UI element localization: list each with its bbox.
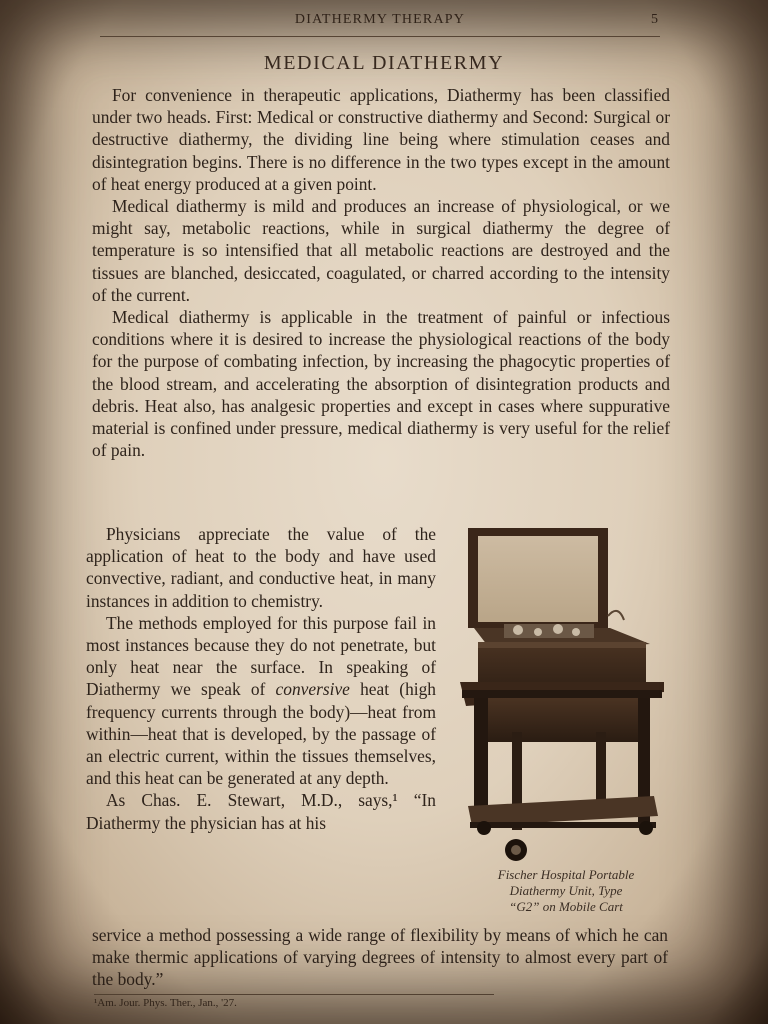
- page-number: 5: [651, 12, 658, 27]
- paragraph-quote-continuation: service a method possessing a wide range of flexibility by means of which he can make thermic applications of varying degrees of intensity to almost every part of the body.”: [92, 925, 668, 990]
- paragraph-stewart-quote: As Chas. E. Stewart, M.D., says,¹ “In Diathermy the physician has at his: [86, 790, 436, 833]
- caption-line-3: “G2” on Mobile Cart: [509, 899, 623, 914]
- methods-text-a: The methods employed for this purpose fail in most instances because they do not penetrate, but only heat near the surface. In speaking of Diathermy we speak of: [86, 612, 436, 700]
- footnote: ¹Am. Jour. Phys. Ther., Jan., '27.: [94, 994, 494, 1009]
- paragraph-classification: For convenience in therapeutic applications, Diathermy has been classified under two heads. First: Medical or constructive diathermy and Second: Surgical or destructive diathermy, the dividing line being where stimulation ceases and disintegration begins. There is no difference in the two types except in the amount of heat energy produced at a given point.: [92, 85, 670, 194]
- paragraph-methods: [86, 612, 436, 790]
- section-title: MEDICAL DIATHERMY: [263, 52, 505, 74]
- paragraph-physicians: Physicians appreciate the value of the application of heat to the body and have used convective, radiant, and conductive heat, in many instances in addition to chemistry.: [86, 524, 436, 611]
- caption-line-1: Fischer Hospital Portable: [497, 867, 635, 882]
- column-text: [86, 523, 436, 834]
- photo-caption: [466, 867, 666, 915]
- methods-text-b: heat (high frequency currents through the body)—heat from within—heat that is developed, by the passage of an electric current, within the tissues themselves, and this heat can be generated at any depth.: [86, 679, 436, 789]
- paragraph-applications: Medical diathermy is applicable in the treatment of painful or infectious conditions where it is desired to increase the physiological reactions of the body for the purpose of combating infection, by increasing the phagocytic properties of the blood stream, and accelerating the absorption of disintegration products and debris. Heat also, has analgesic properties and except in cases where suppurative material is confined under pressure, medical diathermy is very useful for the relief of pain.: [92, 307, 670, 461]
- tail-text: [92, 924, 668, 991]
- full-width-text: [92, 84, 670, 461]
- running-header: [100, 10, 660, 37]
- caption-line-2: Diathermy Unit, Type: [509, 883, 623, 898]
- methods-emphasis: conversive: [275, 679, 350, 700]
- running-title: DIATHERMY THERAPY: [294, 12, 466, 27]
- paragraph-medical-vs-surgical: Medical diathermy is mild and produces an increase of physiological, or we might say, metabolic reactions, while in surgical diathermy the degree of temperature is so intensified that all metabolic reactions are destroyed and the tissues are blanched, desiccated, coagulated, or charred according to the intensity of the current.: [92, 196, 670, 305]
- diathermy-unit-illustration: [458, 526, 670, 864]
- diathermy-cart-photo: [458, 526, 670, 864]
